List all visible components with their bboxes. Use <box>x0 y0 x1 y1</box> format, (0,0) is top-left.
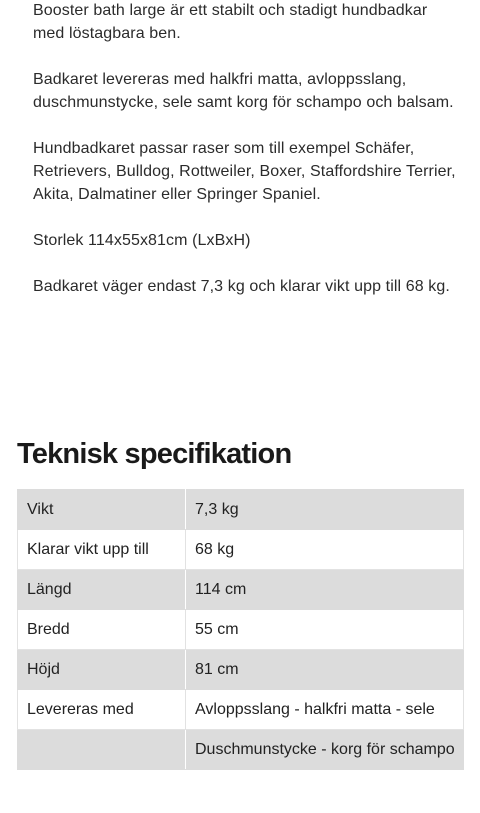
spec-value: 114 cm <box>186 570 464 610</box>
table-row <box>18 530 464 570</box>
spec-label: Vikt <box>18 490 186 530</box>
spec-heading: Teknisk specifikation <box>17 438 292 470</box>
spec-value: 68 kg <box>186 530 464 570</box>
table-row <box>18 570 464 610</box>
table-row <box>18 650 464 690</box>
table-row <box>18 490 464 530</box>
description-paragraph: Badkaret levereras med halkfri matta, avloppsslang, duschmunstycke, sele samt korg för schampo och balsam. <box>33 71 454 111</box>
description-paragraph: Booster bath large är ett stabilt och stadigt hundbadkar med löstagbara ben. <box>33 2 428 42</box>
spec-label: Längd <box>18 570 186 610</box>
description-paragraph: Badkaret väger endast 7,3 kg och klarar vikt upp till 68 kg. <box>33 278 450 295</box>
spec-label: Höjd <box>18 650 186 690</box>
spec-value: 7,3 kg <box>186 490 464 530</box>
spec-label: Bredd <box>18 610 186 650</box>
table-row <box>18 690 464 730</box>
description-paragraph: Storlek 114x55x81cm (LxBxH) <box>33 232 251 249</box>
spec-label: Klarar vikt upp till <box>18 530 186 570</box>
spec-value: Avloppsslang - halkfri matta - sele <box>186 690 464 730</box>
spec-label <box>18 730 186 770</box>
spec-value: Duschmunstycke - korg för schampo <box>186 730 464 770</box>
spec-label: Levereras med <box>18 690 186 730</box>
spec-value: 55 cm <box>186 610 464 650</box>
table-row <box>18 610 464 650</box>
description-paragraph: Hundbadkaret passar raser som till exempel Schäfer, Retrievers, Bulldog, Rottweiler, Boxer, Staffordshire Terrier, Akita, Dalmatiner eller Springer Spaniel. <box>33 140 456 203</box>
product-description <box>33 0 463 321</box>
spec-value: 81 cm <box>186 650 464 690</box>
table-row <box>18 730 464 770</box>
spec-table <box>17 489 464 770</box>
